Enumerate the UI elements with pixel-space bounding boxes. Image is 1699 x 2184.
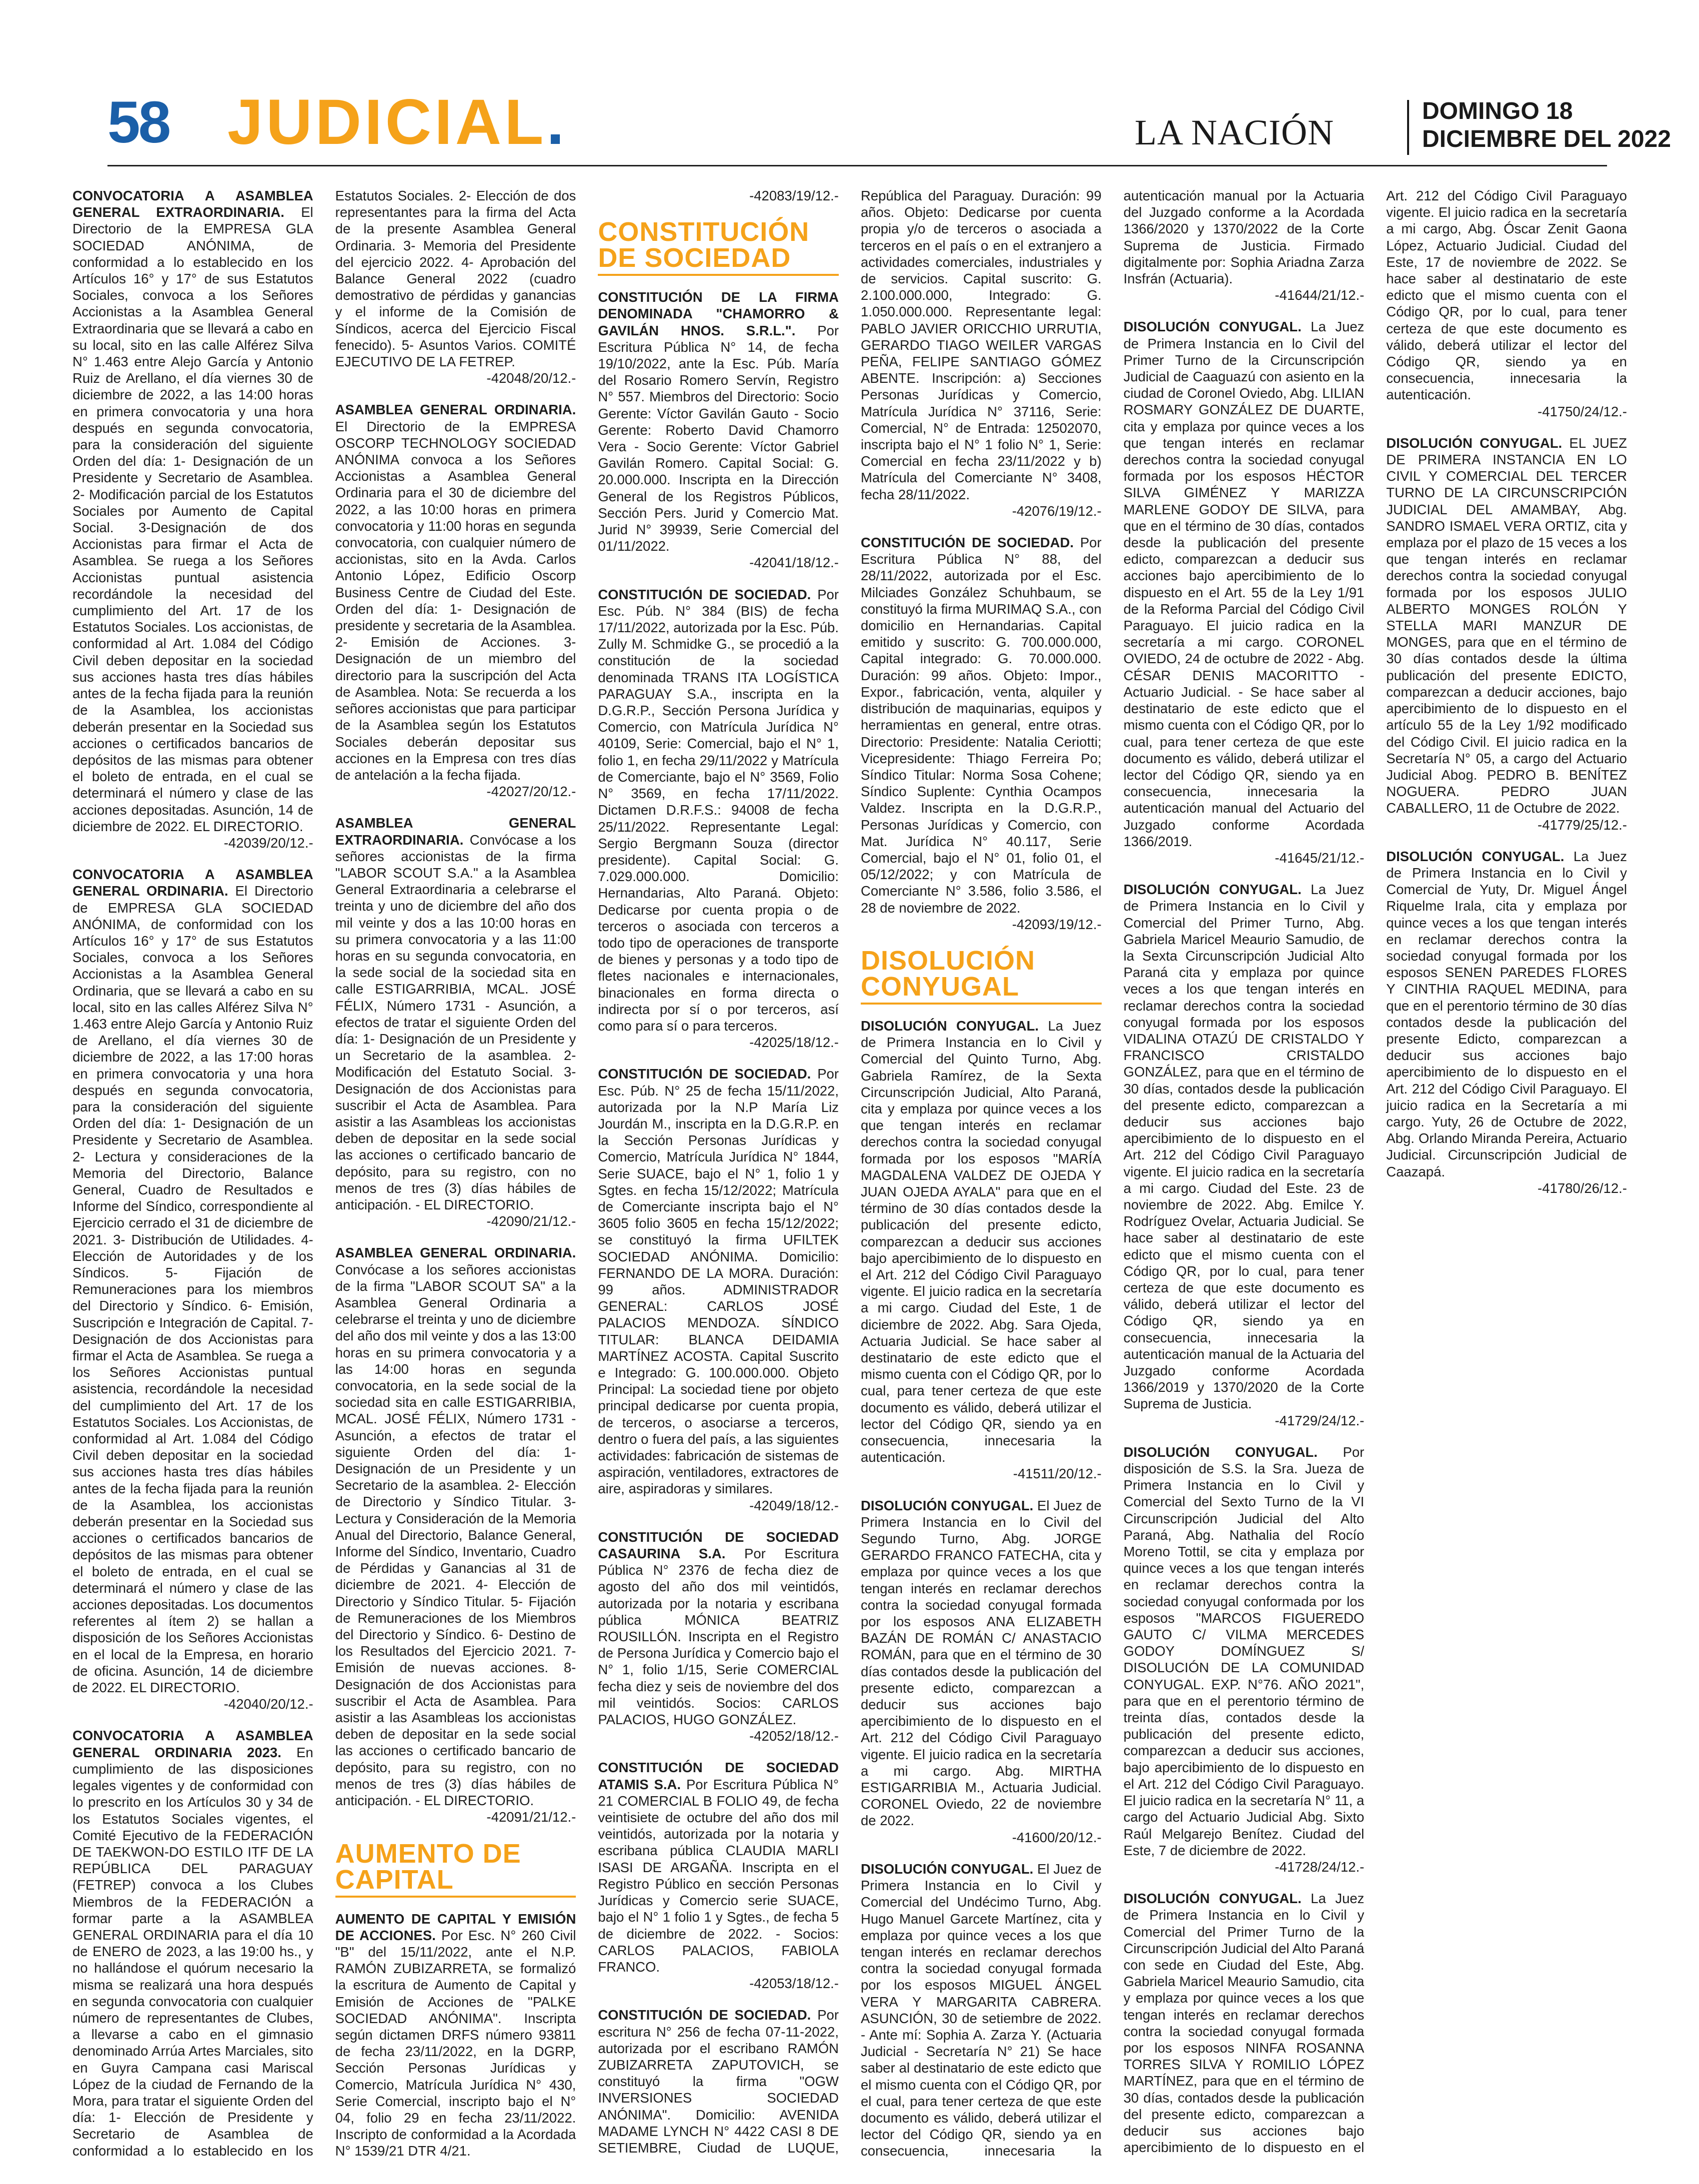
notice-title: DISOLUCIÓN CONYUGAL.: [860, 1497, 1034, 1513]
section-heading: [598, 219, 839, 276]
legal-notice: [1386, 435, 1627, 833]
legal-notice: [335, 815, 576, 1229]
legal-notice: [598, 1529, 839, 1745]
notice-reference: -42048/20/12.-: [486, 370, 576, 386]
section-heading-line: AUMENTO DE: [335, 1838, 521, 1869]
section-title: [227, 85, 567, 160]
notice-reference: -42027/20/12.-: [486, 784, 576, 800]
notice-title: DISOLUCIÓN CONYUGAL.: [860, 1861, 1034, 1877]
issue-date: [1422, 97, 1671, 153]
notice-title: DISOLUCIÓN CONYUGAL.: [1386, 848, 1565, 864]
notice-title: CONSTITUCIÓN DE SOCIEDAD CASAURINA S.A.: [598, 1529, 839, 1562]
notice-title: CONVOCATORIA A ASAMBLEA GENERAL EXTRAORDINARIA.: [72, 188, 313, 220]
notice-body: En cumplimiento de las disposiciones legales vigentes y de conformidad con lo prescrito en los Artículos 30 y 34 de los Estatutos Sociales vigentes, el Comité Ejecutivo de la FEDERACIÓN DE TAEKWON-DO ESTILO ITF DE LA REPÚBLICA DEL PARAGUAY (FETREP) convoca a los Clubes Miembros de la FEDERACIÓN a formar parte a la ASAMBLEA GENERAL ORDINARIA para el día 10 de ENERO de 2023, a las 19:00 hs., y no hallándose el quórum necesario la misma se realizará una hora después en segunda convocatoria con cualquier número de representantes de Clubes, a llevarse a cabo en el gimnasio denominado Arrúa Artes Marciales, sito en Guyra Campana casi Mariscal López de la ciudad de Fernando de la Mora, para tratar el siguiente Orden del día: 1- Elección de Presidente y Secretario de Asamblea de conformidad a lo establecido en los Estatutos Sociales. 2- Elección de dos representantes para la firma del Acta de la presente Asamblea General Ordinaria. 3- Memoria del Presidente del ejercicio 2022. 4- Aprobación del Balance General 2022 (cuadro demostrativo de pérdidas y ganancias y el informe de la Comisión de Síndicos, acerca del Ejercicio Fiscal fenecido). 5- Asuntos Varios. COMITÉ EJECUTIVO DE LA FETREP.: [72, 188, 576, 2159]
notice-body: Por Escritura Pública N° 2376 de fecha diez de agosto del año dos mil veintidós, autorizada por la notaria y escribana pública MÓNICA BEATRIZ ROUSILLÓN. Inscripta en el Registro de Persona Jurídica y Comercio bajo el N° 1, folio 1/15, Serie COMERCIAL fecha diez y seis de noviembre del dos mil veintidós. Socios: CARLOS PALACIOS, HUGO GONZÁLEZ.: [598, 1546, 839, 1728]
legal-notice: [861, 534, 1102, 933]
legal-notice: [598, 289, 839, 571]
notice-body: Convócase a los señores accionistas de la firma "LABOR SCOUT S.A." a la Asamblea General Extraordinaria a celebrarse el treinta y uno de diciembre del año dos mil veinte y dos a las 10:00 horas en su primera convocatoria y a las 11:00 horas en su segunda convocatoria, en la sede social de la sociedad sita en calle ESTIGARRIBIA, MCAL. JOSÉ FÉLIX, Número 1731 - Asunción, a efectos de tratar el siguiente Orden del día: 1- Designación de un Presidente y un Secretario de la asamblea. 2- Modificación del Estatuto Social. 3- Designación de dos Accionistas para suscribir el Acta de Asamblea. Para asistir a las Asambleas los accionistas deben de depositar en la sede social las acciones o certificado bancario de depósito, para su registro, con no menos de tres (3) días hábiles de anticipación. - EL DIRECTORIO.: [335, 832, 576, 1212]
notice-reference: -41729/24/12.-: [1275, 1412, 1365, 1428]
notice-reference: -42040/20/12.-: [223, 1696, 313, 1712]
notice-body: El Directorio de EMPRESA GLA SOCIEDAD ANÓNIMA, de conformidad con los Artículos 16° y 17° de sus Estatutos Sociales, convoca a los Señores Accionistas a la Asamblea General Ordinaria, que se llevará a cabo en su local, sito en las calles Alférez Silva N° 1.463 entre Alejo García y Antonio Ruiz de Arellano, el día viernes 30 de diciembre de 2022, a las 17:00 horas en primera convocatoria y una hora después en segunda convocatoria, para la consideración del siguiente Orden del día: 1- Designación de un Presidente y Secretario de Asamblea. 2- Lectura y consideraciones de la Memoria del Directorio, Balance General, Cuadro de Resultados e Informe del Síndico, correspondiente al Ejercicio cerrado el 31 de diciembre de 2021. 3- Distribución de Utilidades. 4- Elección de Autoridades y de los Síndicos. 5- Fijación de Remuneraciones para los miembros del Directorio y Síndico. 6- Emisión, Suscripción e Integración de Capital. 7- Designación de dos Accionistas para firmar el Acta de Asamblea. Se ruega a los Señores Accionistas puntual asistencia, recordándole la necesidad del cumplimiento del Art. 17 de los Estatutos Sociales. Los Accionistas, de conformidad al Art. 1.084 del Código Civil deben depositar en la sociedad sus acciones hasta tres días hábiles antes de la fecha fijada para la reunión de la Asamblea, los accionistas deberán presentar en la Sociedad sus acciones o certificados bancarios de depósitos de las mismas para obtener el boleto de entrada, en el cual se determinará el número y clase de las acciones depositadas. Los documentos referentes al ítem 2) se hallan a disposición de los Señores Accionistas en el local de la Empresa, en horario de oficina. Asunción, 14 de diciembre de 2022. EL DIRECTORIO.: [72, 883, 313, 1696]
section-heading-line: DISOLUCIÓN: [860, 945, 1035, 976]
notice-body: Por Escritura Pública N° 21 COMERCIAL B FOLIO 49, de fecha veintisiete de octubre del año dos mil veintidós, autorizada por la notaria y escribana pública CLAUDIA MARLI ISASI DE ARGAÑA. Inscripta en el Registro Público en sección Personas Jurídicas y Comercio serie SUACE, bajo el N° 1 folio 1 y Sgtes., de fecha 5 de diciembre de 2022. - Socios: CARLOS PALACIOS, FABIOLA FRANCO.: [598, 1776, 839, 1975]
notice-title: ASAMBLEA GENERAL ORDINARIA.: [335, 1245, 576, 1261]
legal-notice: [861, 1497, 1102, 1846]
section-title-text: JUDICIAL: [227, 86, 547, 158]
notice-body: Por Esc. N° 260 Civil "B" del 15/11/2022, ante el N.P. RAMÓN ZUBIZARRETA, se formalizó la escritura de Aumento de Capital y Emisión de Acciones de "PALKE SOCIEDAD ANÓNIMA". Inscripta según dictamen DRFS número 93811 de fecha 23/11/2022, en la DGRP, Sección Personas Jurídicas y Comercio, Matrícula Jurídica N° 430, Serie Comercial, inscripto bajo el N° 04, folio 29 en fecha 23/11/2022. Inscripto de conformidad a la Acordada N° 1539/21 DTR 4/21.: [335, 1927, 576, 2159]
notice-title: DISOLUCIÓN CONYUGAL.: [860, 1018, 1039, 1034]
notice-body: El Juez de Primera Instancia en lo Civil del Segundo Turno, Abg. JORGE GERARDO FRANCO FATECHA, cita y emplaza por quince veces a los que tengan interés en reclamar derechos contra la sociedad conyugal formada por los esposos ANA ELIZABETH BAZÁN DE ROMÁN C/ ANASTACIO ROMÁN, para que en el término de 30 días contados desde la publicación del presente edicto, comparezcan a deducir sus acciones bajo apercibimiento de lo dispuesto en el Art. 212 del Código Civil Paraguayo vigente. El juicio radica en la secretaría a mi cargo. Abg. MIRTHA ESTIGARRIBIA M., Actuaria Judicial. CORONEL Oviedo, 22 de noviembre de 2022.: [860, 1497, 1102, 1829]
legal-notice: [72, 866, 313, 1712]
legal-notice: [598, 1759, 839, 1992]
notice-title: ASAMBLEA GENERAL EXTRAORDINARIA.: [335, 815, 576, 848]
notice-reference: -41750/24/12.-: [1538, 403, 1627, 419]
notice-body: La Juez de Primera Instancia en lo Civil y Comercial del Quinto Turno, Abg. Gabriela Ramírez, de la Sexta Circunscripción Judicial, Alto Paraná, cita y emplaza por quince veces a los que tengan interés en reclamar derechos contra la sociedad conyugal formada por los esposos "MARÍA MAGDALENA VALDEZ DE OJEDA Y JUAN OJEDA AYALA" para que en el término de 30 días contados desde la publicación del presente edicto, comparezcan a deducir sus acciones bajo apercibimiento de lo dispuesto en el Art. 212 del Código Civil Paraguayo vigente. El juicio radica en la secretaría a mi cargo. Ciudad del Este, 1 de diciembre de 2022. Abg. Sara Ojeda, Actuaria Judicial. Se hace saber al destinatario de este edicto que el mismo cuenta con el Código QR, por lo cual, para tener certeza de que este documento es válido, deberá utilizar el lector del Código QR, siendo ya en consecuencia, innecesaria la autenticación.: [860, 1018, 1102, 1465]
notice-reference: -42076/19/12.-: [1012, 503, 1102, 519]
notice-reference: -42090/21/12.-: [486, 1213, 576, 1229]
notice-body: Por Escritura Pública N° 88, del 28/11/2022, autorizada por el Esc. Milciades González Schuhbaum, se constituyó la firma MURIMAQ S.A., con domicilio en Hernandarias. Capital emitido y suscrito: G. 700.000.000, Capital integrado: G. 70.000.000. Duración: 99 años. Objeto: Impor., Expor., fabricación, venta, alquiler y distribución de maquinarias, equipos y herramientas en general, entre otras. Directorio: Presidente: Natalia Ceriotti; Vicepresidente: Thiago Ferreira Po; Síndico Titular: Norma Sosa Cohene; Síndico Suplente: Cynthia Ocampos Valdez. Inscripta en la D.G.R.P., Personas Jurídicas y Comercio, con Mat. Jurídica N° 40.117, Serie Comercial, bajo el N° 01, folio 01, el 05/12/2022; y con Matrícula de Comerciante N° 3.586, folio 3.586, el 28 de noviembre de 2022.: [860, 535, 1102, 916]
section-heading-line: DE SOCIEDAD: [598, 243, 791, 273]
notice-reference: -42053/18/12.-: [749, 1976, 839, 1992]
notices-columns: [72, 187, 1627, 2167]
notice-body: Por Esc. Púb. N° 25 de fecha 15/11/2022, autorizada por la N.P María Liz Jourdán M., inscripta en la D.G.R.P. en la Sección Personas Jurídicas y Comercio, Matrícula Jurídica N° 1844, Serie SUACE, bajo el N° 1, folio 1 y Sgtes. en fecha 15/12/2022; Matrícula de Comerciante inscripta bajo el N° 3605 folio 3605 en fecha 15/12/2022; se constituyó la firma UFILTEK SOCIEDAD ANÓNIMA. Domicilio: FERNANDO DE LA MORA. Duración: 99 años. ADMINISTRADOR GENERAL: CARLOS JOSÉ PALACIOS MENDOZA. SÍNDICO TITULAR: BLANCA DEIDAMIA MARTÍNEZ ACOSTA. Capital Suscrito e Integrado: G. 100.000.000. Objeto Principal: La sociedad tiene por objeto principal dedicarse por cuenta propia, de terceros, o asociarse a terceros, dentro o fuera del país, a las siguientes actividades: fabricación de sistemas de aspiración, ventiladores, extractores de aire, aspiradoras y similares.: [598, 1066, 839, 1497]
notice-reference: -41600/20/12.-: [1012, 1829, 1102, 1845]
notice-reference: -42041/18/12.-: [749, 555, 839, 571]
notice-reference: -41645/21/12.-: [1275, 850, 1365, 866]
section-heading-line: CONYUGAL: [860, 971, 1019, 1002]
notice-reference: -41644/21/12.-: [1275, 287, 1365, 303]
notice-title: DISOLUCIÓN CONYUGAL.: [1123, 1891, 1302, 1907]
notice-reference: -41780/26/12.-: [1538, 1180, 1627, 1196]
notice-title: DISOLUCIÓN CONYUGAL.: [1386, 435, 1563, 451]
legal-notice: [598, 1066, 839, 1513]
notice-reference: -42093/19/12.-: [1012, 916, 1102, 932]
notice-reference: -41511/20/12.-: [1013, 1466, 1102, 1482]
issue-date-day: DOMINGO 18: [1422, 98, 1573, 124]
notice-body: EL JUEZ DE PRIMERA INSTANCIA EN LO CIVIL Y COMERCIAL DEL TERCER TURNO DE LA CIRCUNSCRIPCIÓN JUDICIAL DEL AMAMBAY, Abg. SANDRO ISMAEL VERA ORTIZ, cita y emplaza por el plazo de 15 veces a los que tengan interés en reclamar derechos contra la sociedad conyugal formada por los esposos JULIO ALBERTO MONGES ROLÓN Y STELLA MARI MANZUR DE MONGES, para que en el término de 30 días contados desde la última publicación del presente EDICTO, comparezcan a deducir acciones, bajo apercibimiento de lo dispuesto en el artículo 55 de la Ley 1/92 modificado del Código Civil. El juicio radica en la Secretaría N° 05, a cargo del Actuario Judicial Abog. PEDRO B. BENÍTEZ NOGUERA. PEDRO JUAN CABALLERO, 11 de Octubre de 2022.: [1386, 435, 1627, 816]
notice-title: CONVOCATORIA A ASAMBLEA GENERAL ORDINARIA.: [72, 867, 313, 899]
notice-title: CONSTITUCIÓN DE SOCIEDAD.: [598, 2007, 811, 2023]
legal-notice: [72, 187, 313, 851]
page-header: [107, 85, 1671, 160]
legal-notice: [861, 1018, 1102, 1482]
notice-body: Por Escritura Pública N° 14, de fecha 19/10/2022, ante la Esc. Púb. María del Rosario Romero Servín, Registro N° 557. Miembros del Directorio: Socio Gerente: Víctor Gavilán Gauto - Socio Gerente: Roberto David Chamorro Vera - Socio Gerente: Víctor Gabriel Gavilán Romero. Capital Social: G. 20.000.000. Inscripta en la Dirección General de los Registros Públicos, Sección Pers. Jurid y Comercio Mat. Jurid N° 39939, Serie Comercial del 01/11/2022.: [598, 322, 839, 554]
section-heading-line: CONSTITUCIÓN: [598, 217, 810, 247]
notice-body: El Juez de Primera Instancia en lo Civil y Comercial del Undécimo Turno, Abg. Hugo Manuel Garcete Martínez, cita y emplaza por quince veces a los que tengan interés en reclamar derechos contra la sociedad conyugal formada por los esposos MIGUEL ÁNGEL VERA Y MARGARITA CABRERA. ASUNCIÓN, 30 de setiembre de 2022. - Ante mí: Sophia A. Zarza Y. (Actuaria Judicial - Secretaría N° 21) Se hace saber al destinatario de este edicto que el mismo cuenta con el Código QR, por el cual, para tener certeza de que este documento es válido, deberá utilizar el lector del Código QR, siendo ya en consecuencia, innecesaria la autenticación manual por la Actuaria del Juzgado conforme a la Acordada 1366/2020 y 1370/2022 de la Corte Suprema de Justicia. Firmado digitalmente por: Sophia Ariadna Zarza Insfrán (Actuaria).: [860, 188, 1365, 2159]
notice-title: CONSTITUCIÓN DE SOCIEDAD.: [598, 586, 811, 602]
header-rule: [107, 165, 1607, 166]
notice-reference: -42039/20/12.-: [223, 835, 313, 851]
page-number: 58: [107, 89, 169, 155]
section-heading: [860, 945, 1102, 1005]
legal-notice: [1124, 1444, 1365, 1875]
notice-title: AUMENTO DE CAPITAL Y EMISIÓN DE ACCIONES.: [335, 1911, 576, 1943]
legal-notice: [1386, 848, 1627, 1196]
notice-title: ASAMBLEA GENERAL ORDINARIA.: [335, 402, 576, 418]
notice-reference: -42049/18/12.-: [749, 1497, 839, 1513]
notice-title: CONSTITUCIÓN DE SOCIEDAD ATAMIS S.A.: [598, 1760, 839, 1792]
legal-notice: [1124, 318, 1365, 866]
notice-body: Por Esc. Púb. N° 384 (BIS) de fecha 17/11/2022, autorizada por la Esc. Púb. Zully M. Schmidke G., se procedió a la constitución de la sociedad denominada TRANS ITA LOGÍSTICA PARAGUAY S.A., inscripta en la D.G.R.P., Sección Persona Jurídica y Comercio, con Matrícula Jurídica N° 40109, Serie: Comercial, bajo el N° 1, folio 1, en fecha 29/11/2022 y Matrícula de Comerciante, bajo el N° 3569, Folio N° 3569, en fecha 17/11/2022. Dictamen D.R.F.S.: 94008 de fecha 25/11/2022. Representante Legal: Sergio Bergmann Souza (director presidente). Capital Social: G. 7.029.000.000. Domicilio: Hernandarias, Alto Paraná. Objeto: Dedicarse por cuenta propia o de terceros o asociada con terceros a todo tipo de operaciones de transporte de bienes y personas y a todo tipo de fletes nacionales e internacionales, binacionales en forma directa o indirecta por sí o por terceros, así como para sí o para terceros.: [598, 586, 839, 1034]
notice-reference: -42083/19/12.-: [749, 188, 839, 203]
legal-notice: [598, 586, 839, 1051]
notice-reference: -41779/25/12.-: [1538, 817, 1627, 833]
notice-reference: -42025/18/12.-: [749, 1035, 839, 1051]
section-heading: [335, 1838, 576, 1898]
notice-body: La Juez de Primera Instancia en lo Civil y Comercial del Primer Turno, Abg. Gabriela Maricel Meaurio Samudio, de la Sexta Circunscripción Judicial Alto Paraná cita y emplaza por quince veces a los que tengan interés en reclamar derechos contra la sociedad conyugal formada por los esposos VIDALINA OTAZÚ DE CRISTALDO Y FRANCISCO CRISTALDO GONZÁLEZ, para que en el término de 30 días, contados desde la publicación del presente edicto, comparezcan a deducir sus acciones bajo apercibimiento de lo dispuesto en el Art. 212 del Código Civil Paraguayo vigente. El juicio radica en la secretaría a mi cargo. Ciudad del Este. 23 de noviembre de 2022. Abg. Emilce Y. Rodríguez Ovelar, Actuaria Judicial. Se hace saber al destinatario de este edicto que el mismo cuenta con el Código QR, por lo cual, para tener certeza de que este documento es válido, deberá utilizar el lector del Código QR, siendo ya en consecuencia, innecesaria la autenticación manual de la Actuaria del Juzgado conforme Acordada 1366/2019 y 1370/2020 de la Corte Suprema de Justicia.: [1123, 882, 1365, 1412]
notice-title: CONVOCATORIA A ASAMBLEA GENERAL ORDINARIA 2023.: [72, 1728, 313, 1760]
notice-body: El Directorio de la EMPRESA OSCORP TECHNOLOGY SOCIEDAD ANÓNIMA convoca a los Señores Accionistas a Asamblea General Ordinaria para el 30 de diciembre del 2022, a las 10:00 horas en primera convocatoria y 11:00 horas en segunda convocatoria, con cualquier número de accionistas, sito en la Avda. Carlos Antonio López, Edificio Oscorp Business Centre de Ciudad del Este. Orden del día: 1- Designación de presidente y secretaria de la Asamblea. 2- Emisión de Acciones. 3- Designación de un miembro del directorio para la suscripción del Acta de Asamblea. Nota: Se recuerda a los señores accionistas que para participar de la Asamblea según los Estatutos Sociales deberán depositar sus acciones en la Empresa con tres días de antelación a la fecha fijada.: [335, 418, 576, 783]
notice-body: Por disposición de S.S. la Sra. Jueza de Primera Instancia en lo Civil y Comercial del Sexto Turno de la VI Circunscripción Judicial del Alto Paraná, Abg. Nathalia del Rocío Moreno Tottil, se cita y emplaza por quince veces a los que tengan interés en reclamar derechos contra la sociedad conyugal conformada por los esposos "MARCOS FIGUEREDO GAUTO C/ VILMA MERCEDES GODOY DOMÍNGUEZ S/ DISOLUCIÓN DE LA COMUNIDAD CONYUGAL. EXP. N°76. AÑO 2021", para que en el perentorio término de treinta días, contados desde la publicación del presente edicto, comparezcan a deducir sus acciones, bajo apercibimiento de lo dispuesto en el Art. 212 del Código Civil Paraguayo. El juicio radica en la secretaría N° 11, a cargo del Actuario Judicial Abg. Sixto Raúl Melgarejo Benítez. Ciudad del Este, 7 de diciembre de 2022.: [1123, 1444, 1365, 1858]
section-title-dot: .: [546, 86, 567, 158]
issue-date-month: DICIEMBRE DEL 2022: [1422, 126, 1671, 152]
section-heading-line: CAPITAL: [335, 1864, 454, 1895]
notice-reference: -42091/21/12.-: [486, 1809, 576, 1825]
header-divider: [1407, 100, 1409, 155]
newspaper-logo: LA NACIÓN: [1135, 112, 1334, 152]
notice-body: La Juez de Primera Instancia en lo Civil y Comercial del Primer Turno de la Circunscripción Judicial del Alto Paraná con sede en Ciudad del Este, Abg. Gabriela Maricel Meaurio Samudio, cita y emplaza por quince veces a los que tengan interés en reclamar derechos contra la sociedad conyugal formada por los esposos NINFA ROSANNA TORRES SILVA Y ROMILIO LÓPEZ MARTÍNEZ, para que en el término de 30 días, contados desde la publicación del presente edicto, comparezcan a deducir sus acciones bajo apercibimiento de lo dispuesto en el Art. 212 del Código Civil Paraguayo vigente. El juicio radica en la secretaría a mi cargo, Abg. Óscar Zenit Gaona López, Actuario Judicial. Ciudad del Este, 17 de noviembre de 2022. Se hace saber al destinatario de este edicto que el mismo cuenta con el Código QR, por lo cual, para tener certeza de que este documento es válido, deberá utilizar el lector del Código QR, siendo ya en consecuencia, innecesaria la autenticación.: [1123, 188, 1627, 2156]
notice-body: El Directorio de la EMPRESA GLA SOCIEDAD ANÓNIMA, de conformidad a lo establecido en los Artículos 16° y 17° de sus Estatutos Sociales, convoca a los Señores Accionistas a la Asamblea General Extraordinaria que se llevará a cabo en su local, sito en las calle Alférez Silva N° 1.463 entre Alejo García y Antonio Ruiz de Arellano, el día viernes 30 de diciembre de 2022, a las 14:00 horas en primera convocatoria y una hora después en segunda convocatoria, para la consideración del siguiente Orden del día: 1- Designación de un Presidente y Secretario de Asamblea. 2- Modificación parcial de los Estatutos Sociales por Aumento de Capital Social. 3-Designación de dos Accionistas para firmar el Acta de Asamblea. Se ruega a los Señores Accionistas puntual asistencia recordándole la necesidad del cumplimiento del Art. 17 de los Estatutos Sociales. Los accionistas, de conformidad al Art. 1.084 del Código Civil deben depositar en la sociedad sus acciones hasta tres días hábiles antes de la fecha fijada para la reunión de la Asamblea, los accionistas deberán presentar en la Sociedad sus acciones o certificados bancarios de depósitos de las mismas para obtener el boleto de entrada, en el cual se determinará el número y clase de las acciones depositadas. Asunción, 14 de diciembre de 2022. EL DIRECTORIO.: [72, 204, 313, 834]
notice-body: Por escritura N° 256 de fecha 07-11-2022, autorizada por el escribano RAMÓN ZUBIZARRETA ZAPUTOVICH, se constituyó la firma "OGW INVERSIONES SOCIEDAD ANÓNIMA". Domicilio: AVENIDA MADAME LYNCH N° 4422 CASI 8 DE SETIEMBRE, Ciudad de LUQUE, República del Paraguay. Duración: 99 años. Objeto: Dedicarse por cuenta propia y/o de terceros o asociada a terceros en el país o en el extranjero a actividades comerciales, industriales y de servicios. Capital suscrito: G. 2.100.000.000, Integrado: G. 1.050.000.000. Representante legal: PABLO JAVIER ORICCHIO URRUTIA, GERARDO TIAGO WEILER VARGAS PEÑA, FELIPE SANTIAGO GÓMEZ ABENTE. Inscripción: a) Secciones Personas Jurídicas y Comercio, Matrícula Jurídica N° 37116, Serie: Comercial, N° de Entrada: 12502070, inscripta bajo el N° 1 folio N° 1, Serie: Comercial en fecha 23/11/2022 y b) Matrícula del Comerciante N° 3408, fecha 28/11/2022.: [598, 188, 1102, 2156]
legal-notice: [335, 1244, 576, 1825]
notice-reference: -42052/18/12.-: [749, 1728, 839, 1744]
notice-title: CONSTITUCIÓN DE SOCIEDAD.: [598, 1066, 811, 1082]
notice-title: DISOLUCIÓN CONYUGAL.: [1123, 319, 1302, 335]
legal-notice: [335, 401, 576, 800]
notice-title: CONSTITUCIÓN DE SOCIEDAD.: [860, 535, 1074, 551]
notice-title: CONSTITUCIÓN DE LA FIRMA DENOMINADA "CHAMORRO & GAVILÁN HNOS. S.R.L.".: [598, 289, 839, 338]
notice-reference: -41728/24/12.-: [1275, 1859, 1365, 1875]
notice-body: La Juez de Primera Instancia en lo Civil del Primer Turno de la Circunscripción Judicial de Caaguazú con asiento en la ciudad de Coronel Oviedo, Abg. LILIAN ROSMARY GONZÁLEZ DE DUARTE, cita y emplaza por quince veces a los que tengan interés en reclamar derechos contra la sociedad conyugal formada por los esposos HÉCTOR SILVA GIMÉNEZ Y MARIZZA MARLENE GODOY DE SILVA, para que en el término de 30 días, contados desde la publicación del presente edicto, comparezcan a deducir sus acciones bajo apercibimiento de lo dispuesto en el Art. 55 de la Ley 1/91 de la Reforma Parcial del Código Civil Paraguayo. El juicio radica en la secretaría a mi cargo. CORONEL OVIEDO, 24 de octubre de 2022 - Abg. CÉSAR DENIS MACORITTO - Actuario Judicial. - Se hace saber al destinatario de este edicto que el mismo cuenta con el Código QR, por lo cual, para tener certeza de que este documento es válido, deberá utilizar el lector del Código QR, siendo ya en consecuencia, innecesaria la autenticación manual del Actuario del Juzgado conforme Acordada 1366/2019.: [1123, 319, 1365, 849]
notice-body: Convócase a los señores accionistas de la firma "LABOR SCOUT SA" a la Asamblea General Ordinaria a celebrarse el treinta y uno de diciembre del año dos mil veinte y dos a las 13:00 horas en su primera convocatoria y a las 14:00 horas en segunda convocatoria, en la sede social de la sociedad sita en calle ESTIGARRIBIA, MCAL. JOSÉ FÉLIX, Número 1731 - Asunción, a efectos de tratar el siguiente Orden del día: 1- Designación de un Presidente y un Secretario de la asamblea. 2- Elección de Directorio y Síndico Titular. 3- Lectura y Consideración de la Memoria Anual del Directorio, Balance General, Informe del Síndico, Inventario, Cuadro de Pérdidas y Ganancias al 31 de diciembre de 2021. 4- Elección de Directorio y Síndico Titular. 5- Fijación de Remuneraciones de los Miembros del Directorio y Síndico. 6- Destino de los Resultados del Ejercicio 2021. 7- Emisión de nuevas acciones. 8- Designación de dos Accionistas para suscribir el Acta de Asamblea. Para asistir a las Asambleas los accionistas deben de depositar en la sede social las acciones o certificado bancario de depósito, para su registro, con no menos de tres (3) días hábiles de anticipación. - EL DIRECTORIO.: [335, 1261, 576, 1809]
notice-body: La Juez de Primera Instancia en lo Civil y Comercial de Yuty, Dr. Miguel Ángel Riquelme Irala, cita y emplaza por quince veces a los que tengan interés en reclamar derechos contra la sociedad conyugal formada por los esposos SENEN PAREDES FLORES Y CINTHIA RAQUEL MEDINA, para que en el perentorio término de 30 días contados desde la publicación del presente Edicto, comparezcan a deducir sus acciones bajo apercibimiento de lo dispuesto en el Art. 212 del Código Civil Paraguayo. El juicio radica en la Secretaría a mi cargo. Yuty, 26 de Octubre de 2022, Abg. Orlando Miranda Pereira, Actuario Judicial. Circunscripción Judicial de Caazapá.: [1386, 848, 1627, 1179]
notice-title: DISOLUCIÓN CONYUGAL.: [1123, 882, 1302, 898]
legal-notice: [1124, 881, 1365, 1429]
notice-title: DISOLUCIÓN CONYUGAL.: [1123, 1444, 1318, 1460]
